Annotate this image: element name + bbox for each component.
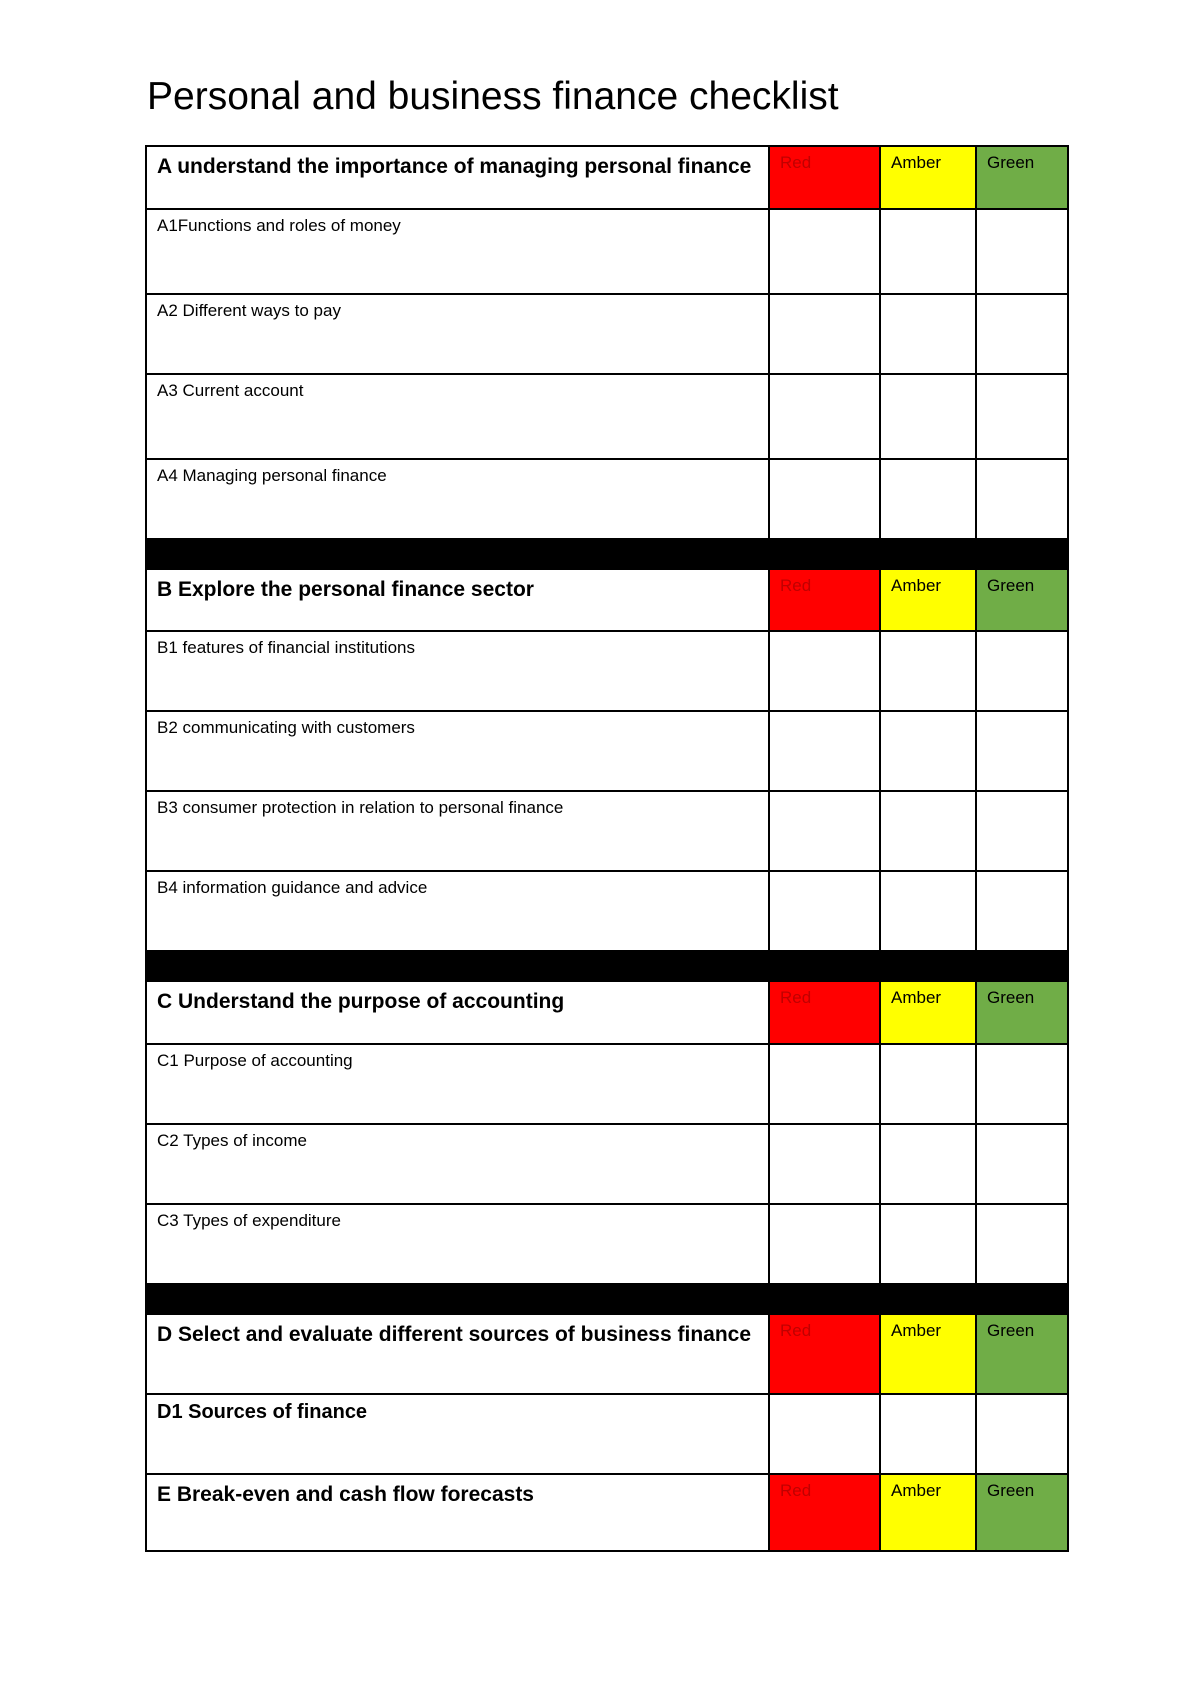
topic-a4: A4 Managing personal finance: [146, 459, 769, 539]
rag-green-cell[interactable]: [976, 374, 1068, 459]
section-separator: [146, 951, 1068, 981]
rag-red-header: Red: [769, 1474, 880, 1551]
section-c-heading: C Understand the purpose of accounting: [146, 981, 769, 1044]
rag-red-cell[interactable]: [769, 374, 880, 459]
rag-amber-cell[interactable]: [880, 1124, 976, 1204]
rag-red-cell[interactable]: [769, 1204, 880, 1284]
rag-amber-header: Amber: [880, 1474, 976, 1551]
separator-bar: [146, 1284, 1068, 1314]
separator-bar: [146, 951, 1068, 981]
table-row: [146, 1044, 1068, 1124]
rag-green-cell[interactable]: [976, 209, 1068, 294]
rag-red-cell[interactable]: [769, 294, 880, 374]
separator-bar: [146, 539, 1068, 569]
rag-green-cell[interactable]: [976, 871, 1068, 951]
rag-red-cell[interactable]: [769, 631, 880, 711]
rag-amber-header: Amber: [880, 1314, 976, 1394]
rag-red-cell[interactable]: [769, 1044, 880, 1124]
topic-c3: C3 Types of expenditure: [146, 1204, 769, 1284]
section-separator: [146, 539, 1068, 569]
topic-b4: B4 information guidance and advice: [146, 871, 769, 951]
checklist-table: [145, 145, 1069, 1552]
section-a-heading-row: [146, 146, 1068, 209]
topic-b3: B3 consumer protection in relation to personal finance: [146, 791, 769, 871]
section-c-heading-row: [146, 981, 1068, 1044]
section-d-heading-row: [146, 1314, 1068, 1394]
topic-b1: B1 features of financial institutions: [146, 631, 769, 711]
topic-b2: B2 communicating with customers: [146, 711, 769, 791]
rag-green-header: Green: [976, 1474, 1068, 1551]
rag-green-header: Green: [976, 146, 1068, 209]
rag-green-cell[interactable]: [976, 1124, 1068, 1204]
rag-red-cell[interactable]: [769, 1124, 880, 1204]
section-separator: [146, 1284, 1068, 1314]
rag-red-cell[interactable]: [769, 209, 880, 294]
rag-red-cell[interactable]: [769, 871, 880, 951]
rag-red-cell[interactable]: [769, 459, 880, 539]
rag-amber-header: Amber: [880, 981, 976, 1044]
table-row: [146, 1204, 1068, 1284]
table-row: [146, 1394, 1068, 1474]
table-row: [146, 871, 1068, 951]
table-row: [146, 791, 1068, 871]
rag-amber-cell[interactable]: [880, 294, 976, 374]
rag-amber-cell[interactable]: [880, 1044, 976, 1124]
rag-green-header: Green: [976, 569, 1068, 631]
rag-amber-cell[interactable]: [880, 1204, 976, 1284]
topic-a2: A2 Different ways to pay: [146, 294, 769, 374]
section-a-heading: A understand the importance of managing personal finance: [146, 146, 769, 209]
section-b-heading: B Explore the personal finance sector: [146, 569, 769, 631]
table-row: [146, 631, 1068, 711]
rag-amber-cell[interactable]: [880, 459, 976, 539]
topic-a3: A3 Current account: [146, 374, 769, 459]
rag-green-cell[interactable]: [976, 1044, 1068, 1124]
table-row: [146, 459, 1068, 539]
table-row: [146, 294, 1068, 374]
rag-green-cell[interactable]: [976, 294, 1068, 374]
rag-green-cell[interactable]: [976, 631, 1068, 711]
rag-amber-cell[interactable]: [880, 209, 976, 294]
rag-red-cell[interactable]: [769, 1394, 880, 1474]
rag-red-header: Red: [769, 569, 880, 631]
topic-a1: A1Functions and roles of money: [146, 209, 769, 294]
rag-green-header: Green: [976, 981, 1068, 1044]
rag-amber-cell[interactable]: [880, 374, 976, 459]
rag-amber-cell[interactable]: [880, 871, 976, 951]
rag-green-cell[interactable]: [976, 1204, 1068, 1284]
topic-c1: C1 Purpose of accounting: [146, 1044, 769, 1124]
rag-red-cell[interactable]: [769, 791, 880, 871]
rag-green-cell[interactable]: [976, 711, 1068, 791]
rag-red-cell[interactable]: [769, 711, 880, 791]
page-title: Personal and business finance checklist: [147, 75, 839, 118]
section-b-heading-row: [146, 569, 1068, 631]
rag-amber-cell[interactable]: [880, 711, 976, 791]
rag-green-cell[interactable]: [976, 459, 1068, 539]
rag-green-cell[interactable]: [976, 791, 1068, 871]
topic-d1: D1 Sources of finance: [146, 1394, 769, 1474]
section-e-heading: E Break-even and cash flow forecasts: [146, 1474, 769, 1551]
rag-green-header: Green: [976, 1314, 1068, 1394]
table-row: [146, 374, 1068, 459]
rag-amber-header: Amber: [880, 146, 976, 209]
rag-red-header: Red: [769, 981, 880, 1044]
table-row: [146, 1124, 1068, 1204]
rag-amber-cell[interactable]: [880, 791, 976, 871]
rag-amber-cell[interactable]: [880, 631, 976, 711]
rag-red-header: Red: [769, 1314, 880, 1394]
rag-amber-header: Amber: [880, 569, 976, 631]
topic-c2: C2 Types of income: [146, 1124, 769, 1204]
rag-red-header: Red: [769, 146, 880, 209]
table-row: [146, 711, 1068, 791]
section-d-heading: D Select and evaluate different sources of business finance: [146, 1314, 769, 1394]
rag-amber-cell[interactable]: [880, 1394, 976, 1474]
rag-green-cell[interactable]: [976, 1394, 1068, 1474]
section-e-heading-row: [146, 1474, 1068, 1551]
table-row: [146, 209, 1068, 294]
